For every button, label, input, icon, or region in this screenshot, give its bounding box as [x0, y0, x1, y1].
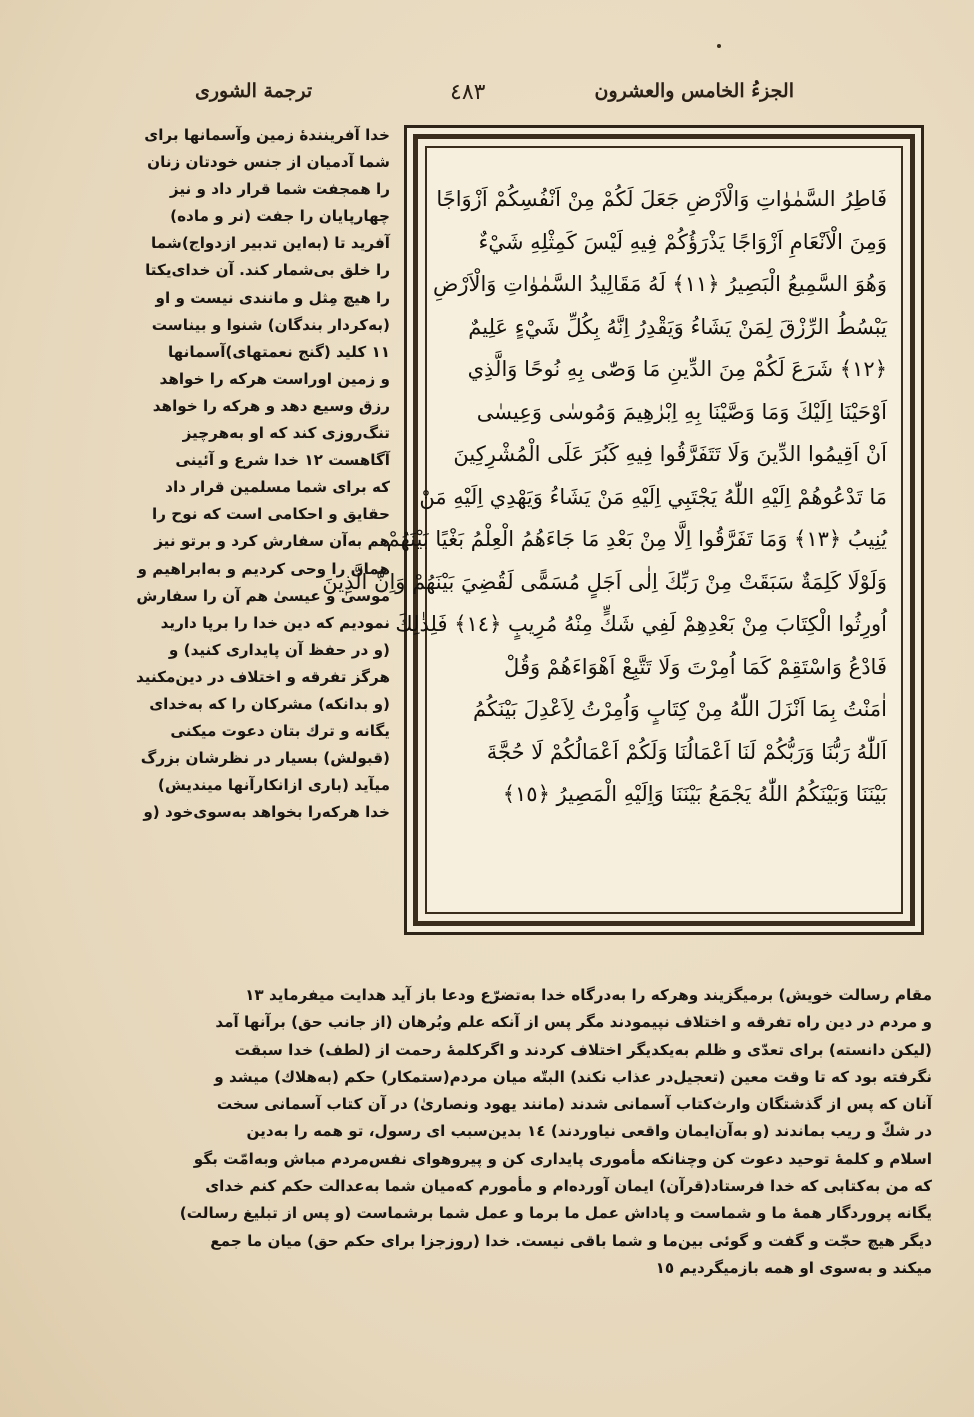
translation-line: هم به‌آن سفارش كرد و برتو نيز [154, 532, 390, 551]
arabic-verse-line: وَلَوْلَا كَلِمَةٌ سَبَقَتْ مِنْ رَبِّكَ اِلٰى اَجَلٍ مُسَمًّى لَقُضِيَ بَيْنَهُمْ وَاِنَّ الَّذِينَ [322, 569, 887, 594]
translation-line: همان را وحى كرديم و به‌ابراهيم و [137, 559, 390, 578]
translation-line: مقام رسالت خويش) برميگزيند وهركه را به‌درگاه خدا به‌تضرّع ودعا باز آيد هدايت ميفرمايد ١٣ [245, 986, 932, 1004]
translation-line: ديگر هيچ حجّت و گفت و گوئى بين‌ما و شما باقى نيست. خدا (روزجزا براى حكم حق) ميان ما جمع [210, 1231, 932, 1250]
translation-line: نگرفته بود كه تا وقت معين (تعجيل‌در عذاب نكند) البتّه ميان مردم(ستمكار) حكم (به‌هلاك) ميشد و [214, 1067, 932, 1086]
translation-line: را خلق بى‌شمار كند. آن خداى‌يكتا [145, 261, 390, 280]
arabic-verse-line: وَهُوَ السَّمِيعُ الْبَصِيرُ ﴿١١﴾ لَهُ مَقَالِيدُ السَّمٰوٰاتِ وَالْاَرْضِ [432, 272, 887, 296]
frame-inner-panel [322, 146, 903, 914]
arabic-verse-line: يُنِيبُ ﴿١٣﴾ وَمَا تَفَرَّقُوا اِلَّا مِنْ بَعْدِ مَا جَاءَهُمُ الْعِلْمُ بَغْيًا بَيْنَهُمْ [386, 527, 887, 551]
translation-line: (و در حفظ آن پايدارى كنيد) و [168, 640, 390, 659]
arabic-verse-line: فَادْعُ وَاسْتَقِمْ كَمَا اُمِرْتَ وَلَا تَتَّبِعْ اَهْوَاءَهُمْ وَقُلْ [504, 654, 887, 679]
arabic-verse-line: بَيْنَنَا وَبَيْنَكُمُ اللّٰهُ يَجْمَعُ بَيْنَنَا وَاِلَيْهِ الْمَصِيرُ ﴿١٥﴾ [502, 782, 887, 806]
translation-line: كه من به‌كتابى كه خدا فرستاد(قرآن) ايمان آورده‌ام و مأمورم كه‌ميان شما به‌عدالت حكم كنم خداى [205, 1177, 932, 1196]
translation-full-width [22, 982, 932, 1282]
translation-line: را همجفت شما قرار داد و نيز [169, 180, 390, 199]
translation-line: خدا آفرينندۀ زمين وآسمانها براى [144, 126, 390, 144]
arabic-verse-line: وَمِنَ الْاَنْعَامِ اَزْوَاجًا يَذْرَؤُكُمْ فِيهِ لَيْسَ كَمِثْلِهِ شَيْءٌ [478, 229, 887, 254]
translation-line: در شكّ و ريب بماندند (و به‌آن‌ايمان واقعى نياوردند) ١٤ بدين‌سبب اى رسول، تو همه را به‌دين [246, 1122, 932, 1141]
translation-line: رزق وسيع دهد و هركه را خواهد [152, 396, 390, 415]
translation-line: آفريد تا (به‌اين تدبير ازدواج)شما [151, 234, 390, 253]
arabic-verse-line: اَوْحَيْنَا اِلَيْكَ وَمَا وَصَّيْنَا بِهِ اِبْرٰهِيمَ وَمُوسٰى وَعِيسٰى [476, 399, 887, 424]
running-header-juz: الجزءُ الخامس والعشرون [594, 80, 794, 102]
arabic-verses [322, 178, 887, 816]
translation-column [22, 122, 390, 826]
translation-line: و زمين اوراست هركه را خواهد [159, 369, 390, 388]
translation-line: ميآيد (بارى ازانكارآنها مينديش) [157, 776, 390, 795]
translation-line: كه براى شما مسلمين قرار داد [165, 478, 390, 497]
arabic-verse-line: اَللّٰهُ رَبُّنَا وَرَبُّكُمْ لَنَا اَعْمَالُنَا وَلَكُمْ اَعْمَالُكُمْ لَا حُجَّةَ [486, 739, 887, 764]
translation-line: ميكند و به‌سوى او همه بازميگرديم ١٥ [655, 1258, 932, 1277]
translation-line: يگانه پروردگار همۀ ما و شماست و پاداش عمل ما برما و عمل شما برشماست (و پس از تبليغ رسالت) [179, 1204, 932, 1223]
translation-line: موسىٰ و عيسىٰ هم آن را سفارش [136, 586, 390, 605]
translation-line: يگانه و ترك بتان دعوت ميكنى [170, 722, 390, 741]
translation-line: حقايق و احكامى است كه نوح را [152, 505, 390, 524]
translation-line: خدا هركه‌را بخواهد به‌سوى‌خود (و [143, 803, 390, 822]
translation-line: شما آدميان از جنس خودتان زنان [147, 153, 390, 172]
arabic-text-frame [322, 125, 924, 935]
translation-line: تنگ‌روزى كند كه او به‌هرچيز [182, 424, 390, 443]
arabic-verse-line: فَاطِرُ السَّمٰوٰاتِ وَالْاَرْضِ جَعَلَ لَكُمْ مِنْ اَنْفُسِكُمْ اَزْوَاجًا [436, 187, 887, 211]
arabic-verse-line: مَا تَدْعُوهُمْ اِلَيْهِ اللّٰهُ يَجْتَبِي اِلَيْهِ مَنْ يَشَاءُ وَيَهْدِي اِلَيْهِ مَنْ [419, 484, 887, 509]
translation-line: (ليكن دانسته) براى تعدّى و ظلم به‌يكديگر اختلاف كردند و اگركلمۀ رحمت از (لطف) خدا سبقت [234, 1040, 932, 1059]
translation-line: و مردم در دين راه تفرقه و اختلاف نپيمودند مگر پس از آنكه علم وبُرهان (از جانب حق) برآنها آمد [215, 1013, 932, 1032]
translation-line: هرگز تفرقه و اختلاف در دين‌مكنيد [135, 667, 390, 686]
translation-line: چهارپايان را جفت (نر و ماده) [170, 207, 390, 226]
translation-line: ١١ كليد (گنج نعمتهاى)آسمانها [167, 342, 390, 361]
translation-line: را هيچ مِثل و مانندى نيست و او [155, 288, 390, 307]
frame-border [322, 134, 915, 926]
ink-dot [717, 44, 721, 48]
arabic-verse-line: ﴿١٢﴾ شَرَعَ لَكُمْ مِنَ الدِّينِ مَا وَصّٰى بِهِ نُوحًا وَالَّذِي [467, 357, 887, 381]
translation-line: آگاهست ١٢ خدا شرع و آئينى [175, 451, 390, 470]
translation-line: اسلام و كلمۀ توحيد دعوت كن وچنانكه مأمورى پايدارى كن و پيروهواى نفس‌مردم مباش وبه‌امّت بگو [193, 1149, 932, 1168]
arabic-verse-line: يَبْسُطُ الرِّزْقَ لِمَنْ يَشَاءُ وَيَقْدِرُ اِنَّهُ بِكُلِّ شَيْءٍ عَلِيمٌ [468, 314, 887, 339]
page-number: ٤٨٣ [450, 80, 486, 105]
running-header-translation: ترجمة الشورى [195, 80, 313, 102]
translation-line: (و بدانكه) مشركان را كه به‌خداى [149, 694, 390, 713]
arabic-verse-line: اٰمَنْتُ بِمَا اَنْزَلَ اللّٰهُ مِنْ كِتَابٍ وَاُمِرْتُ لِاَعْدِلَ بَيْنَكُمُ [473, 697, 887, 721]
arabic-verse-line: اُورِثُوا الْكِتَابَ مِنْ بَعْدِهِمْ لَفِي شَكٍّ مِنْهُ مُرِيبٍ ﴿١٤﴾ فَلِذٰلِكَ [395, 612, 887, 636]
translation-line: آنان كه پس از گذشتگان وارث‌كتاب آسمانى شدند (مانند يهود ونصارىٰ) در آن كتاب آسمانى سخت [216, 1095, 932, 1114]
translation-line: نموديم كه دين خدا را برپا داريد [160, 613, 390, 632]
translation-line: (به‌كردار بندگان) شنوا و بيناست [151, 315, 390, 334]
arabic-verse-line: اَنْ اَقِيمُوا الدِّينَ وَلَا تَتَفَرَّقُوا فِيهِ كَبُرَ عَلَى الْمُشْرِكِينَ [453, 442, 887, 466]
translation-line: (قبولش) بسيار در نظرشان بزرگ [140, 749, 390, 768]
